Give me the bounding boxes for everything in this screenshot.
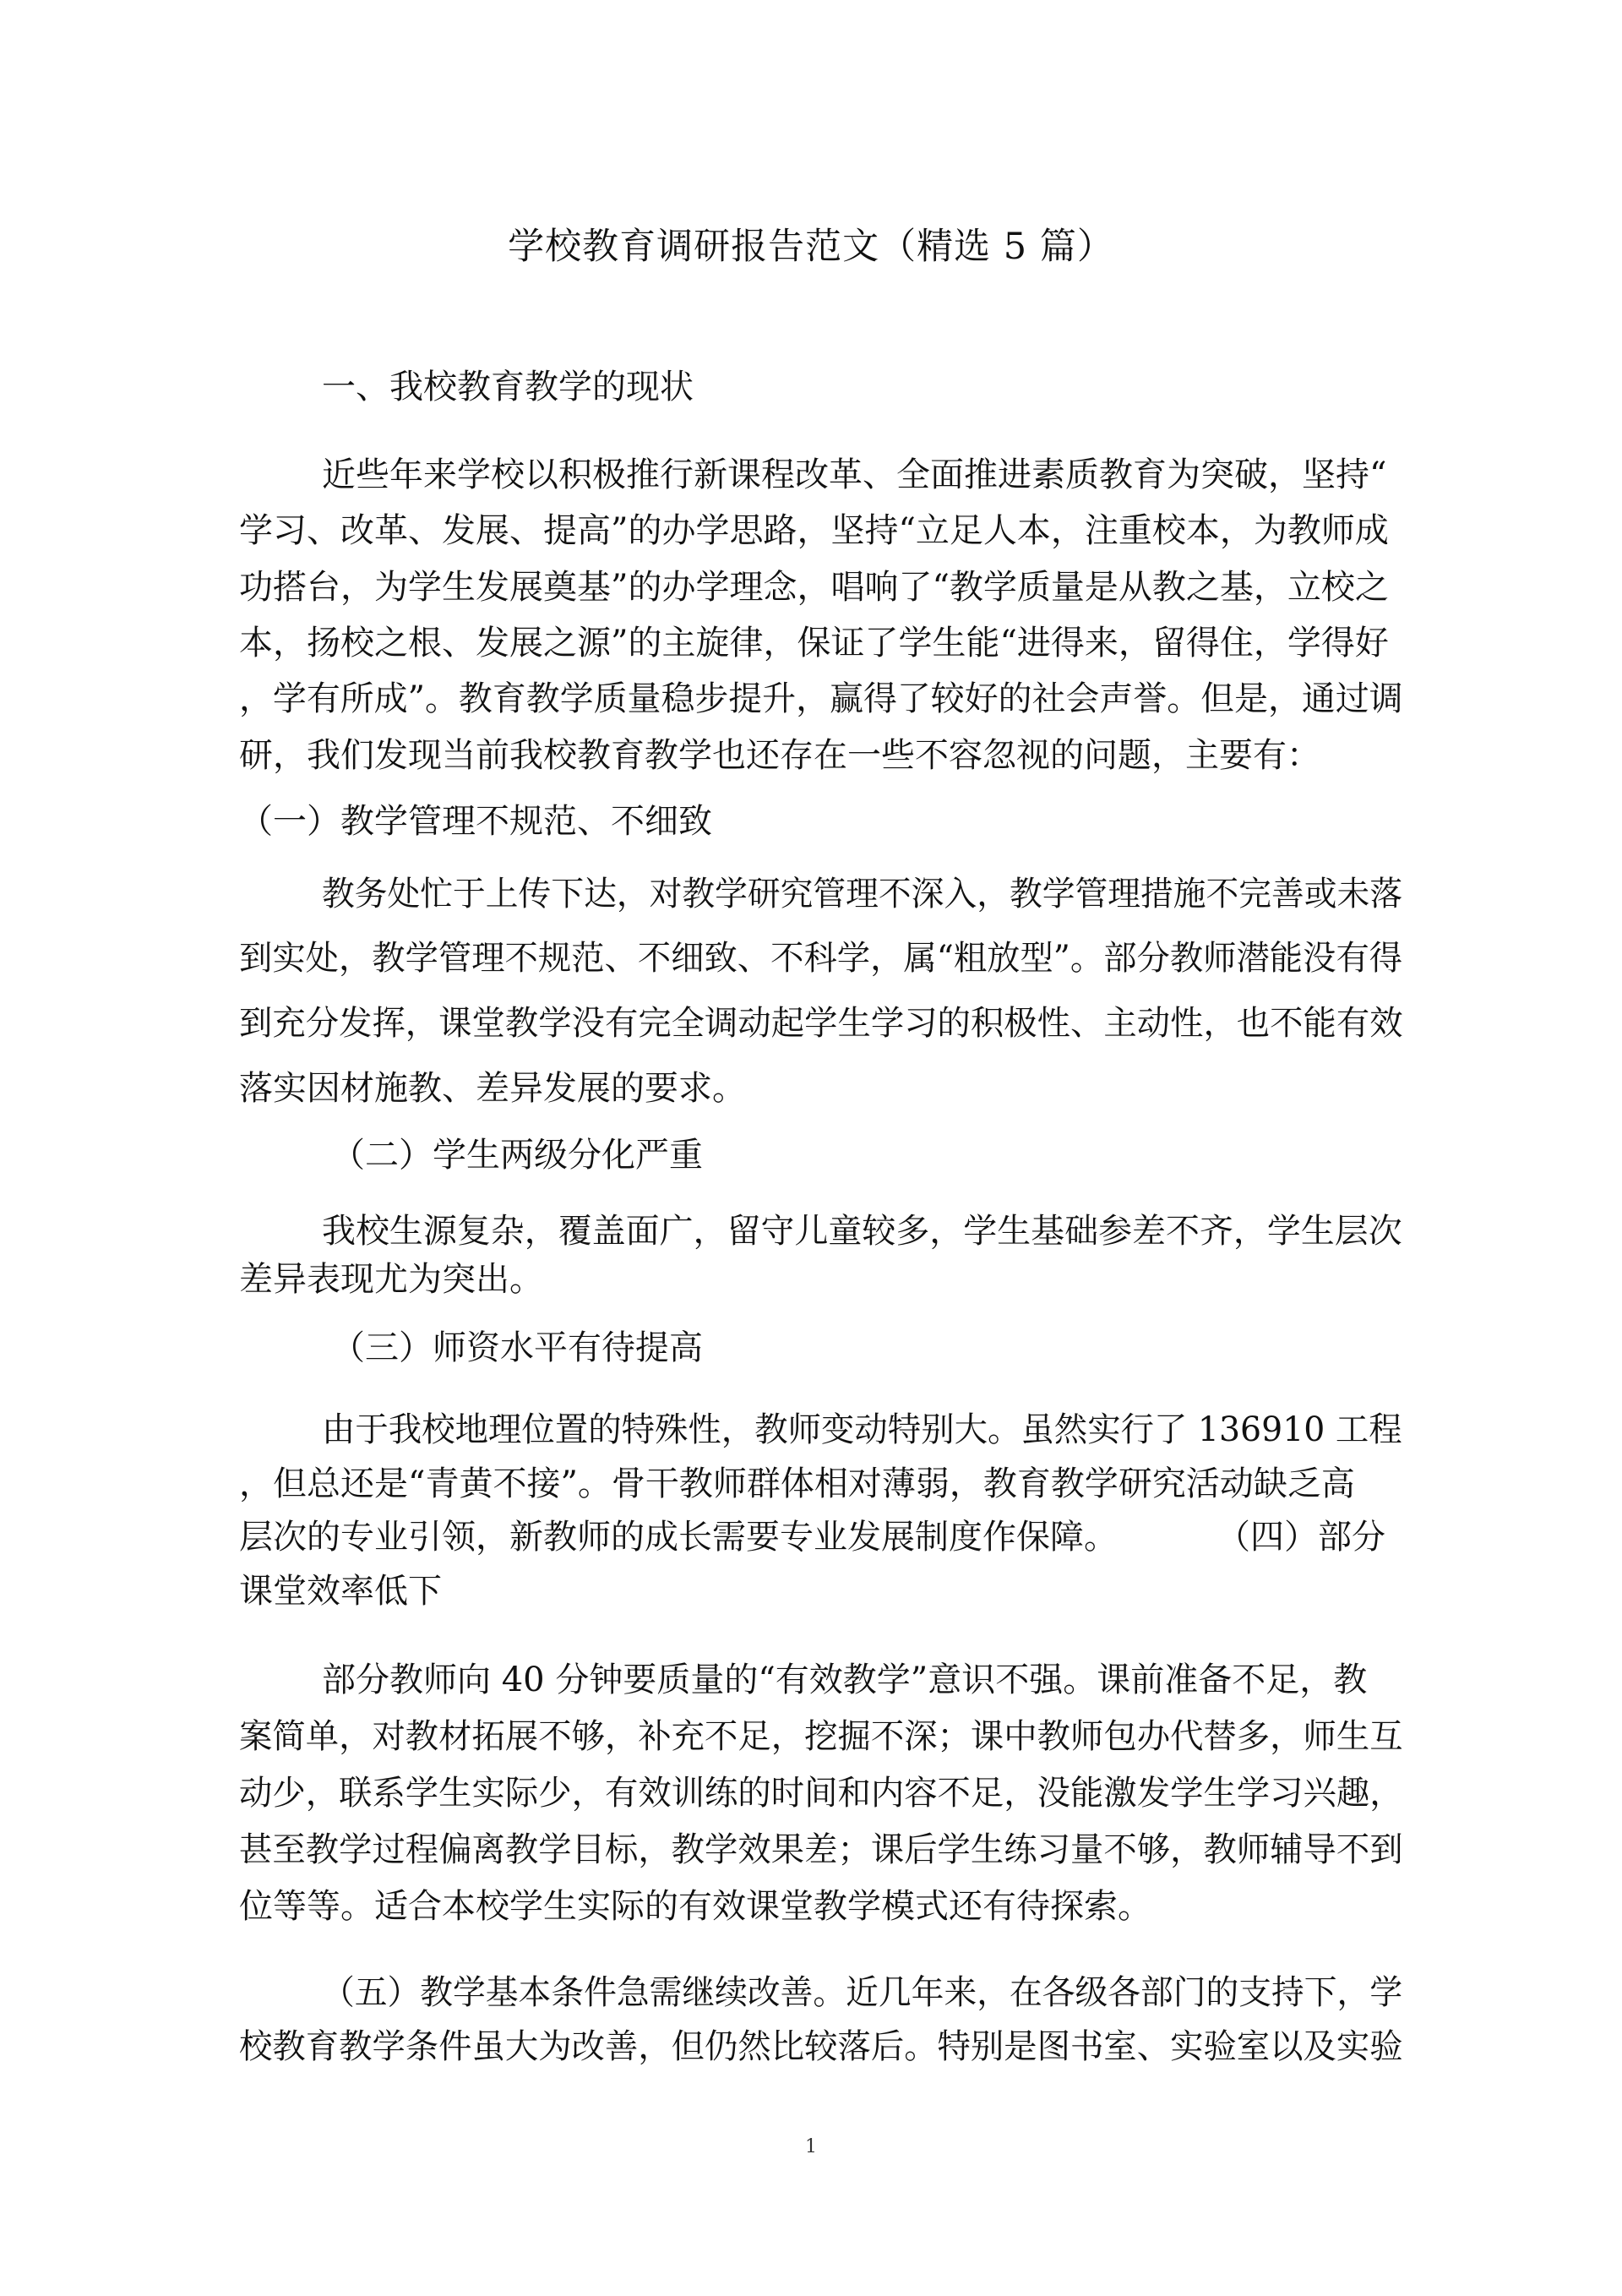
paragraph-line: 部分教师向 40 分钟要质量的“有效教学”意识不强。课前准备不足，教 xyxy=(322,1661,1368,1699)
section-heading: 一、我校教育教学的现状 xyxy=(322,368,694,406)
paragraph-line: ，学有所成”。教育教学质量稳步提升，赢得了较好的社会声誉。但是，通过调 xyxy=(239,679,1403,718)
subsection-heading: （二）学生两级分化严重 xyxy=(331,1136,703,1175)
paragraph-line: 我校生源复杂，覆盖面广，留守儿童较多，学生基础参差不齐，学生层次 xyxy=(322,1212,1402,1251)
paragraph-line: 案简单，对教材拓展不够，补充不足，挖掘不深；课中教师包办代替多，师生互 xyxy=(239,1717,1403,1756)
paragraph-line: 功搭台，为学生发展奠基”的办学理念，唱响了“教学质量是从教之基，立校之 xyxy=(239,568,1389,607)
paragraph-line: 动少，联系学生实际少，有效训练的时间和内容不足，没能激发学生学习兴趣， xyxy=(239,1774,1403,1813)
paragraph-line: 位等等。适合本校学生实际的有效课堂教学模式还有待探索。 xyxy=(239,1887,1151,1926)
subsection-heading-inline: （四）部分 xyxy=(1216,1518,1385,1557)
paragraph-line: 甚至教学过程偏离教学目标，教学效果差；课后学生练习量不够，教师辅导不到 xyxy=(239,1830,1403,1869)
paragraph-line: 教务处忙于上传下达，对教学研究管理不深入，教学管理措施不完善或未落 xyxy=(322,875,1403,913)
paragraph-line: 落实因材施教、差异发展的要求。 xyxy=(239,1069,746,1108)
document-title: 学校教育调研报告范文（精选 5 篇） xyxy=(508,226,1114,268)
paragraph-line: 到充分发挥，课堂教学没有完全调动起学生学习的积极性、主动性，也不能有效 xyxy=(239,1004,1403,1043)
subsection-heading: （三）师资水平有待提高 xyxy=(331,1328,703,1367)
paragraph-line: 学习、改革、发展、提高”的办学思路，坚持“立足人本，注重校本，为教师成 xyxy=(239,511,1389,550)
paragraph-line: （五）教学基本条件急需继续改善。近几年来，在各级各部门的支持下，学 xyxy=(322,1973,1403,2012)
paragraph-line: 本，扬校之根、发展之源”的主旋律，保证了学生能“进得来，留得住，学得好 xyxy=(239,624,1389,663)
paragraph-line: 课堂效率低下 xyxy=(239,1572,442,1611)
paragraph-line: 到实处，教学管理不规范、不细致、不科学，属“粗放型”。部分教师潜能没有得 xyxy=(239,939,1403,978)
paragraph-line: 研，我们发现当前我校教育教学也还存在一些不容忽视的问题，主要有： xyxy=(239,736,1320,775)
paragraph-line: 近些年来学校以积极推行新课程改革、全面推进素质教育为突破，坚持“ xyxy=(322,455,1387,494)
paragraph-line: ，但总还是“青黄不接”。骨干教师群体相对薄弱，教育教学研究活动缺乏高 xyxy=(239,1464,1355,1503)
paragraph-line: 差异表现尤为突出。 xyxy=(239,1260,543,1299)
paragraph-line: 校教育教学条件虽大为改善，但仍然比较落后。特别是图书室、实验室以及实验 xyxy=(239,2027,1403,2066)
paragraph-line: 由于我校地理位置的特殊性，教师变动特别大。虽然实行了 136910 工程 xyxy=(322,1410,1402,1449)
paragraph-line: 层次的专业引领，新教师的成长需要专业发展制度作保障。 xyxy=(239,1518,1118,1557)
subsection-heading: （一）教学管理不规范、不细致 xyxy=(239,802,712,841)
page-number: 1 xyxy=(805,2136,817,2157)
